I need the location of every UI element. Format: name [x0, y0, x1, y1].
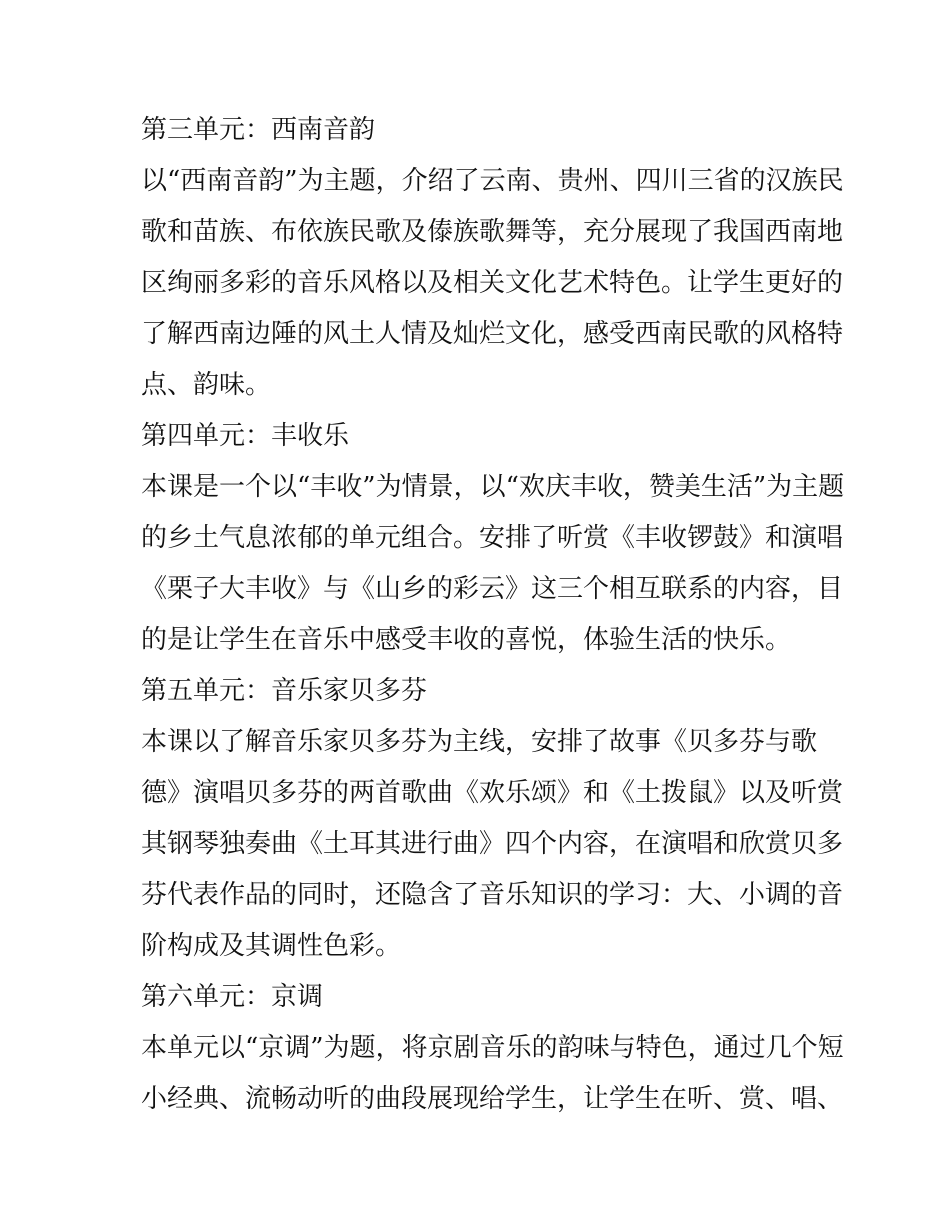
paragraph-line: 小经典、流畅动听的曲段展现给学生，让学生在听、赏、唱、	[141, 1084, 844, 1114]
heading-unit-4: 第四单元：丰收乐	[141, 421, 350, 451]
paragraph-line: 其钢琴独奏曲《土耳其进行曲》四个内容，在演唱和欣赏贝多	[141, 829, 844, 859]
paragraph-line: 区绚丽多彩的音乐风格以及相关文化艺术特色。让学生更好的	[141, 268, 844, 298]
document-body	[141, 105, 845, 1125]
paragraph-line: 本单元以“京调”为题，将京剧音乐的韵味与特色，通过几个短	[141, 1033, 844, 1063]
paragraph-line: 的乡土气息浓郁的单元组合。安排了听赏《丰收锣鼓》和演唱	[141, 523, 844, 553]
paragraph-line: 以“西南音韵”为主题，介绍了云南、贵州、四川三省的汉族民	[141, 166, 844, 196]
paragraph-line: 点、韵味。	[141, 370, 272, 400]
paragraph-line: 阶构成及其调性色彩。	[141, 931, 402, 961]
heading-unit-6: 第六单元：京调	[141, 982, 324, 1012]
paragraph-line: 芬代表作品的同时，还隐含了音乐知识的学习：大、小调的音	[141, 880, 844, 910]
paragraph-line: 歌和苗族、布依族民歌及傣族歌舞等，充分展现了我国西南地	[141, 217, 844, 247]
paragraph-line: 德》演唱贝多芬的两首歌曲《欢乐颂》和《土拨鼠》以及听赏	[141, 778, 844, 808]
heading-unit-3: 第三单元：西南音韵	[141, 115, 376, 145]
paragraph-line: 本课是一个以“丰收”为情景，以“欢庆丰收，赞美生活”为主题	[141, 472, 845, 502]
paragraph-line: 《栗子大丰收》与《山乡的彩云》这三个相互联系的内容，目	[141, 574, 844, 604]
paragraph-line: 的是让学生在音乐中感受丰收的喜悦，体验生活的快乐。	[141, 625, 792, 655]
paragraph-line: 本课以了解音乐家贝多芬为主线，安排了故事《贝多芬与歌	[141, 727, 818, 757]
paragraph-line: 了解西南边陲的风土人情及灿烂文化，感受西南民歌的风格特	[141, 319, 844, 349]
heading-unit-5: 第五单元：音乐家贝多芬	[141, 676, 428, 706]
